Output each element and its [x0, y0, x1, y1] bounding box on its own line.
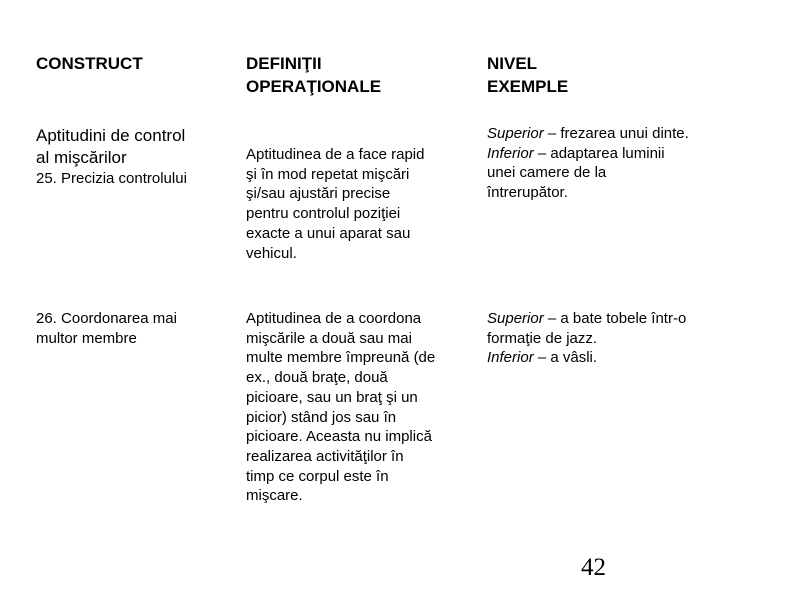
superior-label: Superior: [487, 125, 544, 142]
row1-definition: Aptitudinea de a face rapid şi în mod repetat mişcări şi/sau ajustări precise pentru controlul poziţiei exacte a unui aparat sau vehicul.: [246, 146, 425, 262]
header-examples: NIVEL EXEMPLE: [487, 54, 569, 96]
row2-construct: 26. Coordonarea mai multor membre: [36, 310, 177, 347]
inferior-label: Inferior: [487, 144, 534, 162]
superior-label: Superior: [487, 310, 544, 327]
row2-examples: Superior – a bate tobele într-o formaţie de jazz. Inferior – a vâsli.: [487, 310, 687, 367]
inferior-label: Inferior: [487, 349, 534, 367]
header-construct: CONSTRUCT: [36, 54, 143, 73]
header-definitions: DEFINIŢII OPERAŢIONALE: [246, 54, 382, 96]
row1-construct: Aptitudini de control al mişcărilor 25. Precizia controlului: [36, 126, 187, 187]
page-number: 42: [581, 554, 606, 581]
construct-group-title: al mişcărilor: [36, 148, 127, 167]
row2-definition: Aptitudinea de a coordona mişcările a două sau mai multe membre împreună (de ex., două braţe, două picioare, sau un braţ şi un picior) stând jos sau în picioare. Aceasta nu implică realizarea activităţilor în timp ce corpul este în mişcare.: [246, 310, 436, 505]
construct-group-title: Aptitudini de control: [36, 126, 186, 145]
row1-examples: Superior – frezarea unui dinte. Inferior – adaptarea luminii unei camere de la întrerupător.: [487, 125, 689, 202]
